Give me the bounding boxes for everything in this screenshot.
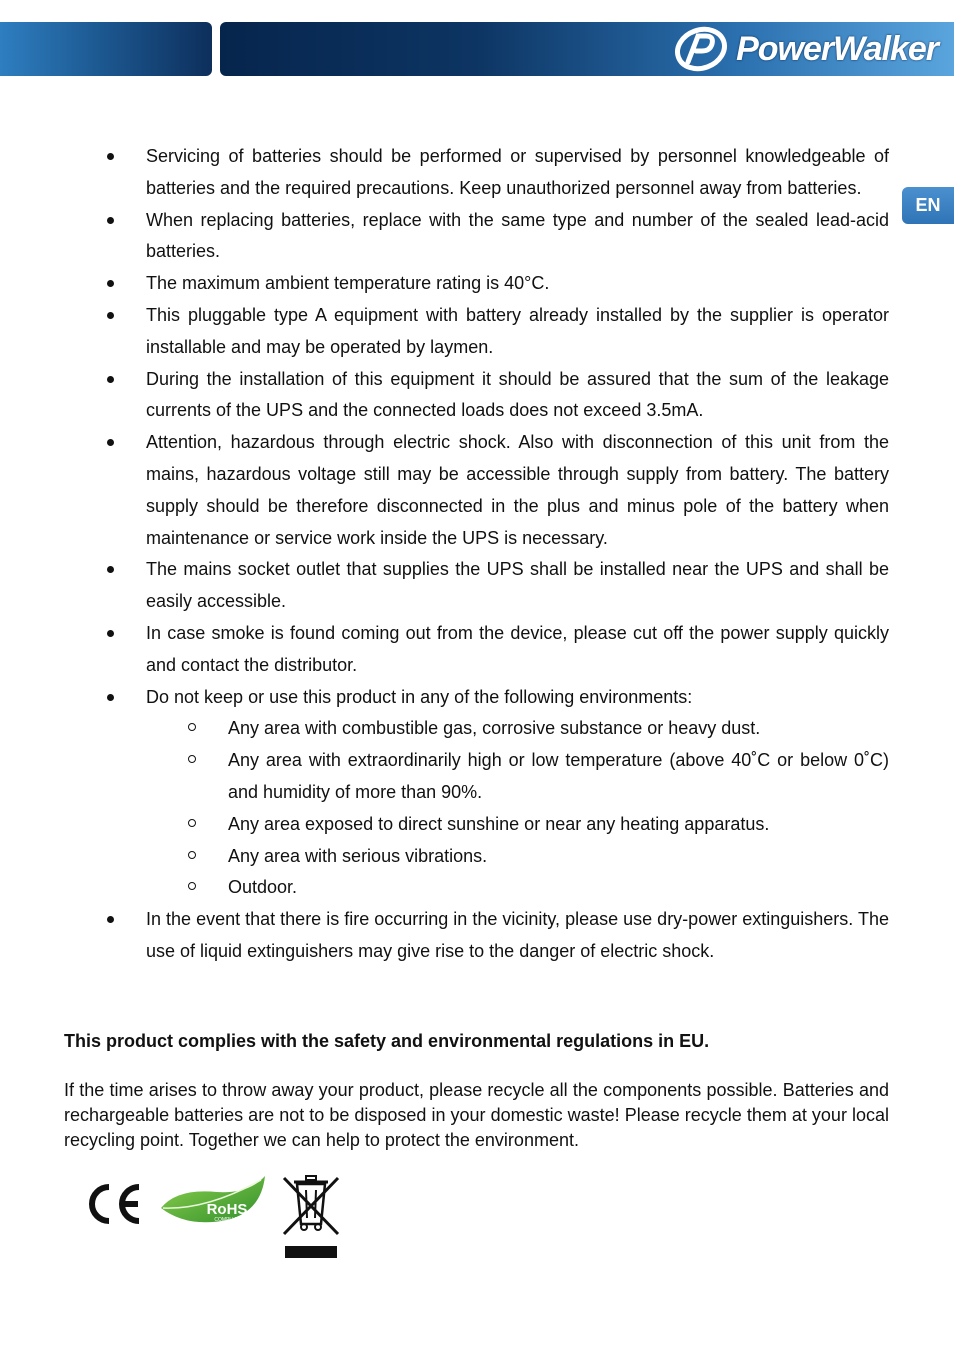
bullet-icon bbox=[107, 916, 114, 923]
circle-bullet-icon bbox=[188, 723, 196, 731]
list-item-text: Do not keep or use this product in any of the following environments: bbox=[146, 686, 693, 707]
recycling-paragraph: If the time arises to throw away your product, please recycle all the components possible. Batteries and rechargeable batteries are not to be disposed in your domestic waste! Please recycle them at your local recycling point. Together we can help to protect the environment. bbox=[64, 1080, 889, 1150]
sub-list-item-text: Any area exposed to direct sunshine or near any heating apparatus. bbox=[228, 813, 770, 834]
sub-list-item-text: Any area with extraordinarily high or low temperature (above 40˚C or below 0˚C) and humidity of more than 90%. bbox=[228, 750, 889, 802]
list-item bbox=[0, 300, 889, 364]
bullet-icon bbox=[107, 439, 114, 446]
list-item-text: In case smoke is found coming out from the device, please cut off the power supply quickly and contact the distributor. bbox=[146, 622, 889, 675]
rohs-sublabel: COMPLIANT bbox=[214, 1217, 244, 1223]
sub-list-item bbox=[0, 745, 889, 809]
list-item-text: During the installation of this equipment it should be assured that the sum of the leakage currents of the UPS and the connected loads does not exceed 3.5mA. bbox=[146, 368, 889, 421]
rohs-label: RoHS bbox=[206, 1201, 248, 1218]
circle-bullet-icon bbox=[188, 819, 196, 827]
circle-bullet-icon bbox=[188, 851, 196, 859]
list-item bbox=[0, 364, 889, 428]
list-item-text: This pluggable type A equipment with battery already installed by the supplier is operator installable and may be operated by laymen. bbox=[146, 304, 889, 357]
bullet-icon bbox=[107, 630, 114, 637]
sub-list-item bbox=[0, 841, 889, 873]
list-item-text: The mains socket outlet that supplies the UPS shall be installed near the UPS and shall be easily accessible. bbox=[146, 559, 889, 612]
sub-list-item-text: Outdoor. bbox=[228, 877, 298, 898]
list-item bbox=[0, 618, 889, 682]
list-item bbox=[0, 141, 889, 205]
sub-list-item bbox=[0, 872, 889, 904]
list-item-text: In the event that there is fire occurring in the vicinity, please use dry-power extinguishers. The use of liquid extinguishers may give rise to the danger of electric shock. bbox=[146, 909, 889, 961]
rohs-leaf-icon bbox=[157, 1174, 267, 1226]
sub-list-item-text: Any area with serious vibrations. bbox=[228, 845, 488, 866]
crossed-out-bin-icon bbox=[280, 1172, 342, 1262]
bullet-icon bbox=[107, 376, 114, 383]
sub-list-item bbox=[0, 713, 889, 745]
safety-instructions-list bbox=[0, 141, 954, 968]
circle-bullet-icon bbox=[188, 882, 196, 890]
list-item bbox=[0, 904, 889, 968]
list-item-text: When replacing batteries, replace with the same type and number of the sealed lead-acid batteries. bbox=[146, 209, 889, 262]
list-item-text: Attention, hazardous through electric shock. Also with disconnection of this unit from the mains, hazardous voltage still may be accessible through supply from battery. The battery supply should be therefore disconnected in the plus and minus pole of the battery when maintenance or service work inside the UPS is necessary. bbox=[146, 432, 889, 548]
header-banner-left bbox=[0, 22, 212, 76]
bullet-icon bbox=[107, 566, 114, 573]
bullet-icon bbox=[107, 153, 114, 160]
list-item bbox=[0, 205, 889, 269]
brand-logo bbox=[672, 24, 938, 74]
list-item bbox=[0, 268, 889, 300]
bullet-icon bbox=[107, 280, 114, 287]
brand-name: PowerWalker bbox=[736, 29, 938, 68]
list-item bbox=[0, 554, 889, 618]
list-item-text: The maximum ambient temperature rating is 40°C. bbox=[146, 273, 550, 294]
ce-mark-icon bbox=[84, 1182, 144, 1226]
list-item-text: Servicing of batteries should be performed or supervised by personnel knowledgeable of batteries and the required precautions. Keep unauthorized personnel away from batteries. bbox=[146, 146, 889, 198]
bullet-icon bbox=[107, 694, 114, 701]
compliance-statement: This product complies with the safety and environmental regulations in EU. bbox=[64, 1031, 710, 1051]
list-item bbox=[0, 682, 889, 714]
circle-bullet-icon bbox=[188, 755, 196, 763]
sub-list-item-text: Any area with combustible gas, corrosive substance or heavy dust. bbox=[228, 718, 761, 739]
bullet-icon bbox=[107, 312, 114, 319]
language-tab[interactable]: EN bbox=[902, 187, 954, 224]
bullet-icon bbox=[107, 217, 114, 224]
sub-list-item bbox=[0, 809, 889, 841]
powerwalker-logo-icon bbox=[672, 26, 730, 72]
list-item bbox=[0, 427, 889, 554]
